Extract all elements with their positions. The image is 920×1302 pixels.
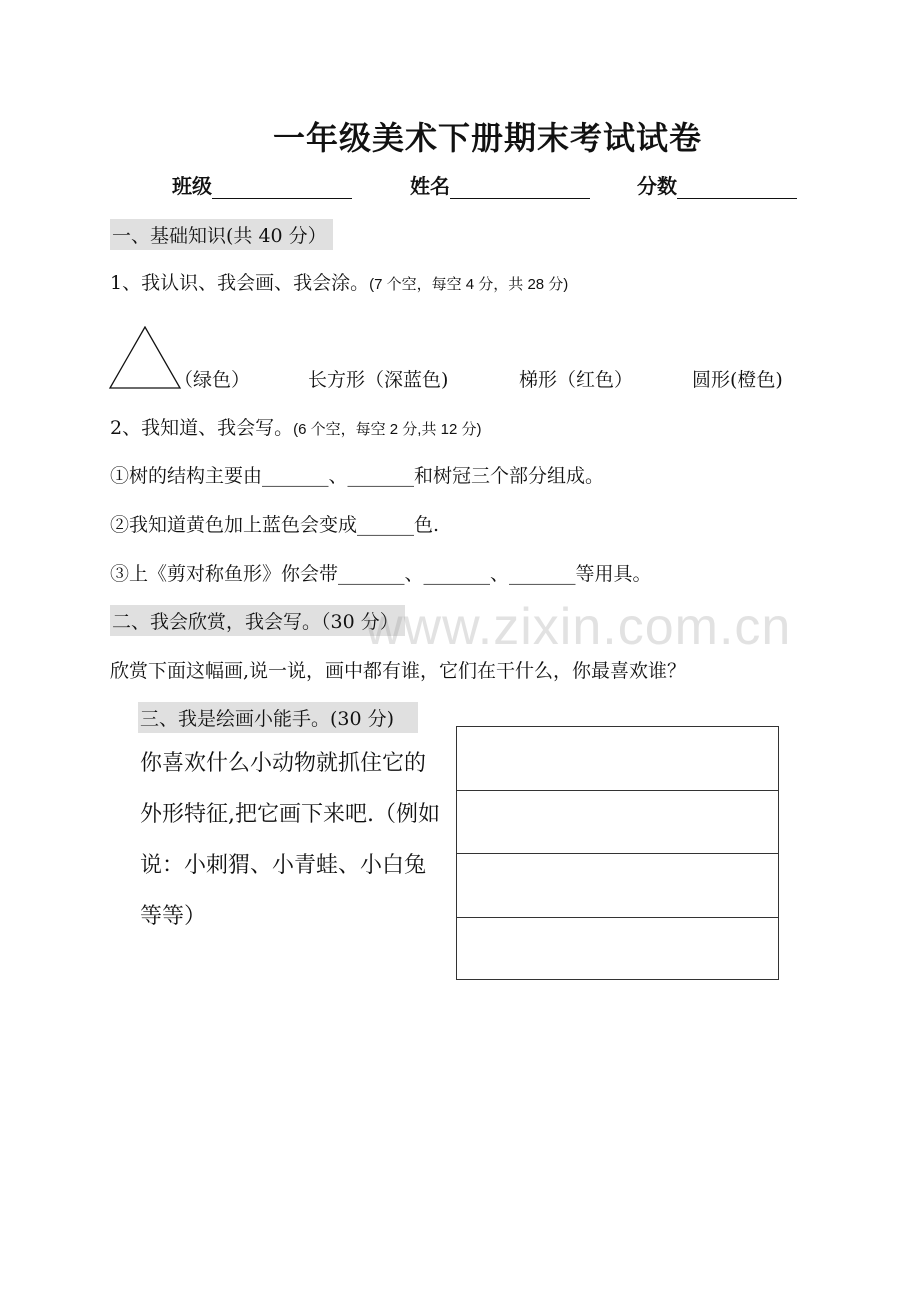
name-field (410, 170, 590, 199)
watermark: www.zixin.com.cn (365, 598, 792, 656)
page-title: 一年级美术下册期末考试试卷 (272, 119, 702, 157)
score-label: 分数 (637, 174, 677, 198)
drawing-row (457, 791, 778, 855)
class-blank[interactable] (212, 176, 352, 199)
section2-prompt: 欣赏下面这幅画,说一说，画中都有谁，它们在干什么，你最喜欢谁？ (110, 660, 687, 682)
q1-note: (7 个空，每空 4 分，共 28 分) (369, 276, 569, 293)
q2-note: (6 个空，每空 2 分,共 12 分) (293, 421, 482, 438)
drawing-row (457, 854, 778, 918)
name-blank[interactable] (450, 176, 590, 199)
section3-prompt: 你喜欢什么小动物就抓住它的外形特征,把它画下来吧.（例如说：小刺猬、小青蛙、小白兔等等） (140, 751, 440, 929)
q2-text: 2、我知道、我会写。 (110, 417, 294, 439)
class-label: 班级 (172, 174, 212, 198)
q1-text: 1、我认识、我会画、我会涂。 (110, 272, 370, 294)
score-blank[interactable] (677, 176, 797, 199)
triangle-color-label: （绿色） (174, 369, 251, 391)
q1-line (110, 268, 568, 295)
drawing-row (457, 727, 778, 791)
drawing-row (457, 918, 778, 982)
section1-heading: 一、基础知识(共 40 分） (110, 219, 333, 250)
circle-label: 圆形(橙色) (692, 369, 783, 391)
rectangle-label: 长方形（深蓝色) (308, 369, 449, 391)
drawing-box[interactable] (456, 726, 779, 980)
section3-heading: 三、我是绘画小能手。(30 分) (138, 702, 418, 733)
section2-heading: 二、我会欣赏，我会写。（30 分） (110, 605, 405, 636)
fill-item-3: ③上《剪对称鱼形》你会带_______、_______、_______等用具。 (110, 563, 652, 585)
fill-item-1: ①树的结构主要由_______、_______和树冠三个部分组成。 (110, 465, 605, 487)
trapezoid-label: 梯形（红色） (519, 369, 634, 391)
class-field (172, 170, 352, 199)
triangle-shape (108, 326, 184, 390)
q2-line (110, 413, 481, 440)
fill-item-2: ②我知道黄色加上蓝色会变成______色. (110, 514, 440, 536)
name-label: 姓名 (410, 174, 450, 198)
score-field (637, 170, 797, 199)
